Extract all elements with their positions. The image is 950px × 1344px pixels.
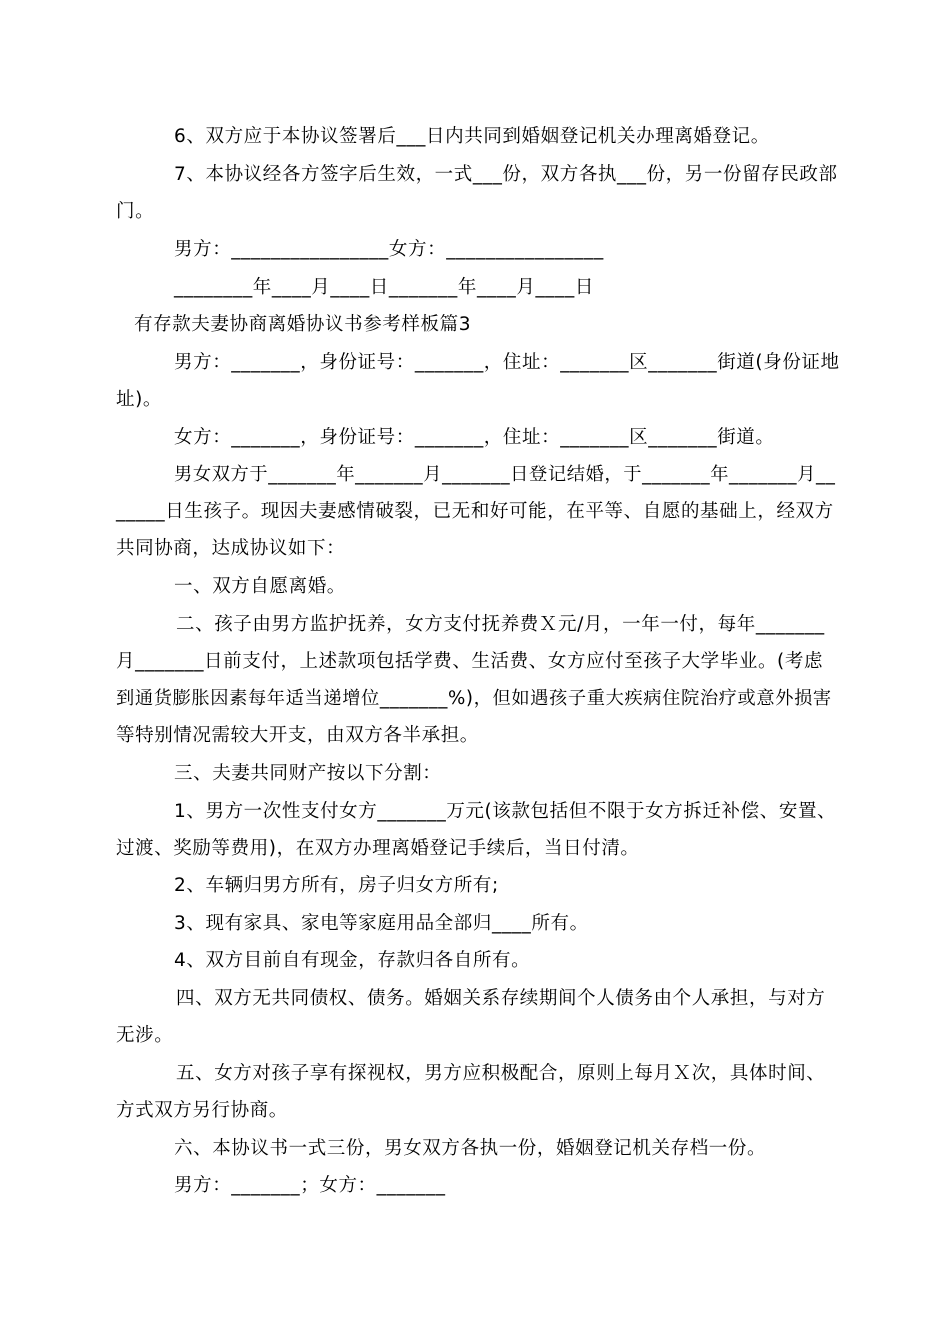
signature-line: 男方：________________女方：________________	[174, 239, 604, 260]
marriage-statement-cont-1: _____日生孩子。现因夫妻感情破裂，已无和好可能，在平等、自愿的基础上，经双方	[116, 501, 834, 522]
clause-two: 二、孩子由男方监护抚养，女方支付抚养费Ｘ元/月，一年一付，每年_______	[176, 614, 825, 635]
clause-three-item-1-cont: 过渡、奖励等费用)，在双方办理离婚登记手续后，当日付清。	[116, 838, 640, 859]
clause-four-cont: 无涉。	[116, 1025, 174, 1046]
clause-three-item-2: 2、车辆归男方所有，房子归女方所有;	[174, 875, 499, 896]
clause-one: 一、双方自愿离婚。	[174, 576, 346, 597]
clause-two-cont-1: 月_______日前支付，上述款项包括学费、生活费、女方应付至孩子大学毕业。(考虑	[116, 651, 824, 672]
clause-three-item-4: 4、双方目前自有现金，存款归各自所有。	[174, 950, 531, 971]
clause-two-cont-2: 到通货膨胀因素每年适当递增位_______%)，但如遇孩子重大疾病住院治疗或意外损害	[116, 688, 832, 709]
male-party-info: 男方：_______，身份证号：_______，住址：_______区_______街道(身份证地	[174, 352, 840, 373]
section-title: 有存款夫妻协商离婚协议书参考样板篇3	[134, 314, 472, 335]
male-party-info-cont: 址)。	[116, 389, 163, 410]
clause-five-cont: 方式双方另行协商。	[116, 1100, 288, 1121]
clause-6-registration: 6、双方应于本协议签署后___日内共同到婚姻登记机关办理离婚登记。	[174, 126, 770, 147]
clause-six: 六、本协议书一式三份，男女双方各执一份，婚姻登记机关存档一份。	[174, 1138, 767, 1159]
clause-five: 五、女方对孩子享有探视权，男方应积极配合，原则上每月Ｘ次，具体时间、	[176, 1063, 826, 1084]
final-signature-line: 男方：_______；女方：_______	[174, 1175, 446, 1196]
marriage-statement-cont-2: 共同协商，达成协议如下：	[116, 538, 346, 559]
female-party-info: 女方：_______，身份证号：_______，住址：_______区_______街道。	[174, 427, 775, 448]
date-line: ________年____月____日_______年____月____日	[174, 277, 594, 298]
marriage-statement: 男女双方于_______年_______月_______日登记结婚，于_______年_______月__	[174, 464, 836, 485]
clause-three: 三、夫妻共同财产按以下分割：	[174, 763, 442, 784]
clause-7-effect: 7、本协议经各方签字后生效，一式___份，双方各执___份，另一份留存民政部	[174, 164, 838, 185]
clause-three-item-3: 3、现有家具、家电等家庭用品全部归____所有。	[174, 913, 589, 934]
clause-two-cont-3: 等特别情况需较大开支，由双方各半承担。	[116, 725, 479, 746]
clause-7-effect-cont: 门。	[116, 201, 155, 222]
clause-three-item-1: 1、男方一次性支付女方_______万元(该款包括但不限于女方拆迁补偿、安置、	[174, 801, 837, 822]
clause-four: 四、双方无共同债权、债务。婚姻关系存续期间个人债务由个人承担，与对方	[176, 988, 826, 1009]
